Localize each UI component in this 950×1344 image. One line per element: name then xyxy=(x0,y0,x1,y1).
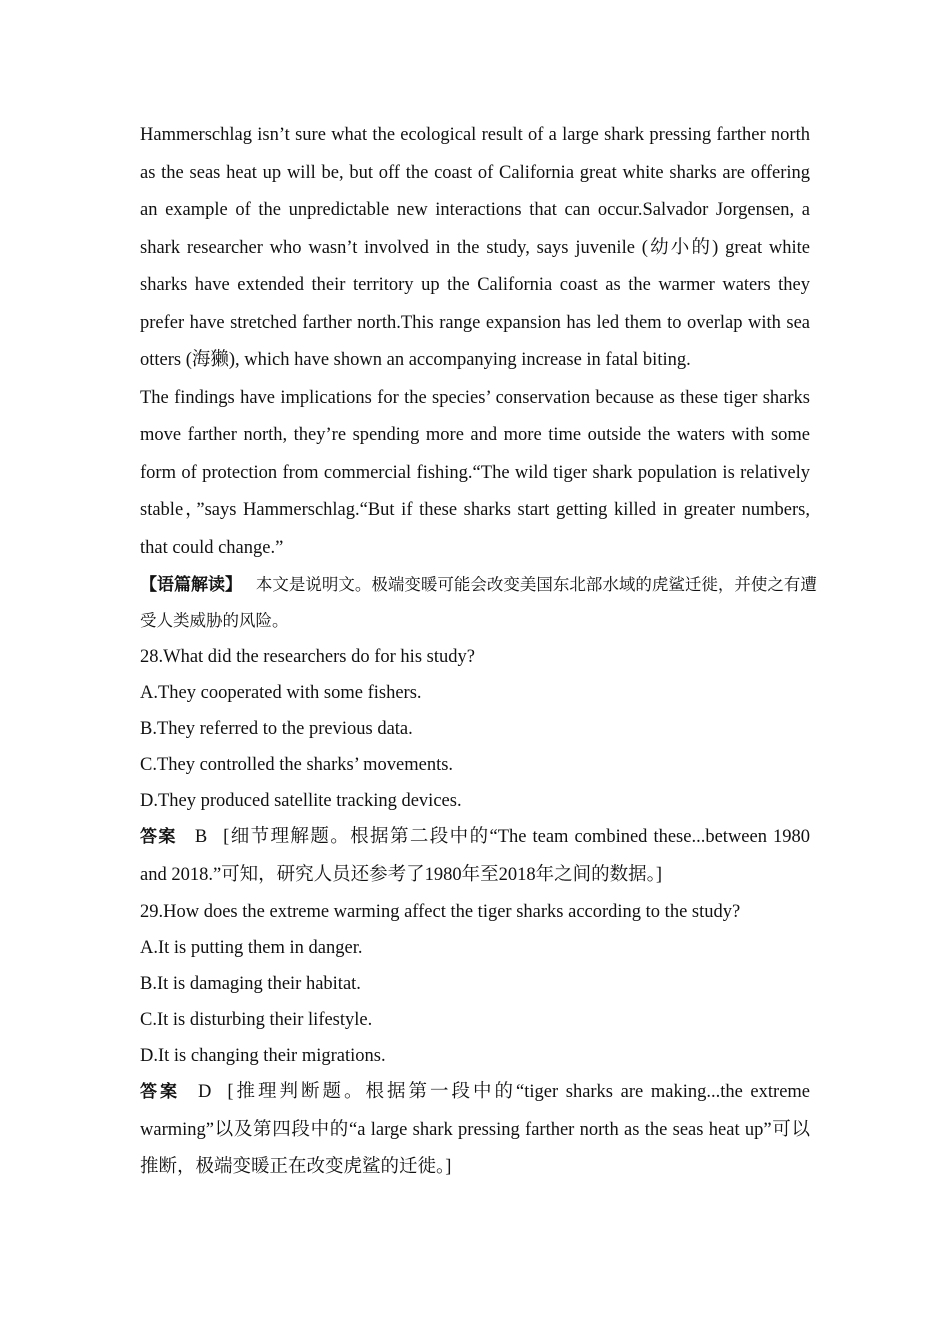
option-a: A.It is putting them in danger. xyxy=(140,938,363,958)
answer-explanation: [推理判断题。根据第一段中的“tiger sharks are making...the extreme warming”以及第四段中的“a large shark pressing farther north as the seas heat up”可以推断，极端变暖正在改变虎鲨的迁徙。] xyxy=(140,1082,811,1177)
question-29 xyxy=(140,894,810,1187)
analysis-label: 【语篇解读】 xyxy=(140,575,242,595)
option-d: D.It is changing their migrations. xyxy=(140,1046,386,1066)
answer-block xyxy=(140,1074,810,1187)
answer-label: 答案 xyxy=(140,827,177,847)
answer-explanation: [细节理解题。根据第二段中的“The team combined these...between 1980 and 2018.”可知，研究人员还参考了1980年至2018年之间的数据。] xyxy=(140,827,810,885)
question-stem: 29.How does the extreme warming affect the tiger sharks according to the study? xyxy=(140,902,741,922)
question-28 xyxy=(140,639,810,894)
option-a: A.They cooperated with some fishers. xyxy=(140,683,422,703)
passage-paragraph-1: Hammerschlag isn’t sure what the ecological result of a large shark pressing farther north as the seas heat up will be, but off the coast of California great white sharks are offering an example of the unpredictable new interactions that can occur.Salvador Jorgensen, a shark researcher who wasn’t involved in the study, says juvenile (幼小的) great white sharks have extended their territory up the California coast as the warmer waters they prefer have stretched farther north.This range expansion has led them to overlap with sea otters (海獭), which have shown an accompanying increase in fatal biting. xyxy=(140,125,810,370)
answer-letter: D xyxy=(198,1082,212,1102)
answer-block xyxy=(140,819,810,894)
option-c: C.It is disturbing their lifestyle. xyxy=(140,1010,373,1030)
option-d: D.They produced satellite tracking devices. xyxy=(140,791,462,811)
answer-label: 答案 xyxy=(140,1082,180,1102)
answer-letter: B xyxy=(194,827,208,847)
option-b: B.They referred to the previous data. xyxy=(140,719,413,739)
option-c: C.They controlled the sharks’ movements. xyxy=(140,755,454,775)
analysis-text: 本文是说明文。极端变暖可能会改变美国东北部水域的虎鲨迁徙，并使之有遭受人类威胁的风险。 xyxy=(140,575,817,630)
option-b: B.It is damaging their habitat. xyxy=(140,974,361,994)
passage-analysis xyxy=(140,567,820,639)
question-stem: 28.What did the researchers do for his study? xyxy=(140,647,475,667)
passage-paragraph-2: The findings have implications for the species’ conservation because as these tiger sharks move farther north, they’re spending more and more time outside the waters with some form of protection from commercial fishing.“The wild tiger shark population is relatively stable，”says Hammerschlag.“But if these sharks start getting killed in greater numbers, that could change.” xyxy=(140,387,810,558)
document-page xyxy=(140,117,817,1187)
